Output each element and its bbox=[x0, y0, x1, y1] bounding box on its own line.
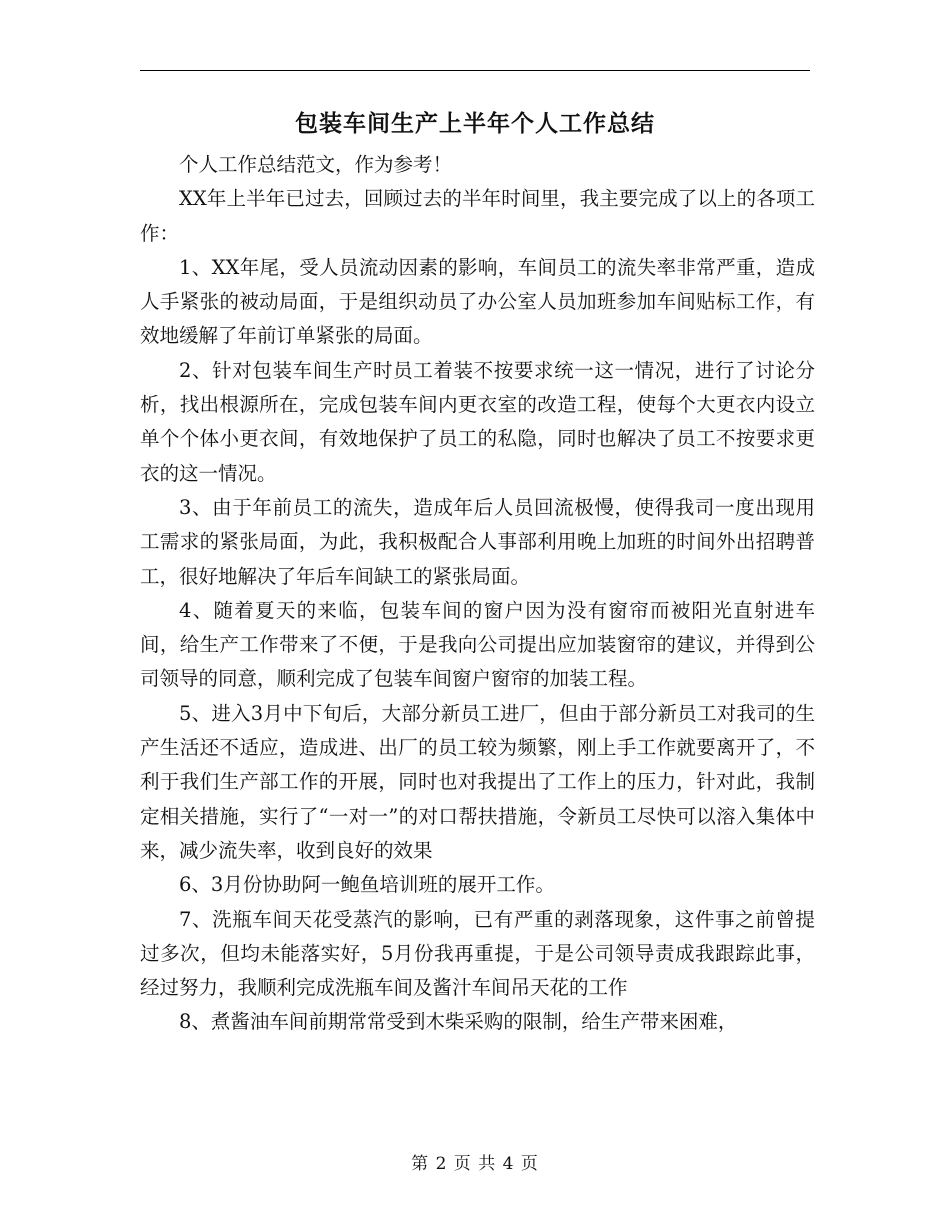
paragraph-item-5: 5、进入3月中下旬后，大部分新员工进厂，但由于部分新员工对我司的生产生活还不适应，造成进、出厂的员工较为频繁，刚上手工作就要离开了，不利于我们生产部工作的开展，同时也对我提出了工作上的压力，针对此，我制定相关措施，实行了“一对一”的对口帮扶措施，令新员工尽快可以溶入集体中来，减少流失率，收到良好的效果 bbox=[140, 701, 815, 862]
page-number-footer: 第 2 页 共 4 页 bbox=[411, 1154, 539, 1174]
paragraph-item-7: 7、洗瓶车间天花受蒸汽的影响，已有严重的剥落现象，这件事之前曾提过多次，但均未能落实好，5月份我再重提，于是公司领导责成我跟踪此事，经过努力，我顺利完成洗瓶车间及酱汁车间吊天花的工作 bbox=[140, 907, 815, 1000]
paragraph-item-4: 4、随着夏天的来临，包装车间的窗户因为没有窗帘而被阳光直射进车间，给生产工作带来了不便，于是我向公司提出应加装窗帘的建议，并得到公司领导的同意，顺利完成了包装车间窗户窗帘的加装工程。 bbox=[140, 598, 815, 691]
document-title: 包装车间生产上半年个人工作总结 bbox=[295, 110, 655, 137]
paragraph-item-6: 6、3月份协助阿一鲍鱼培训班的展开工作。 bbox=[179, 873, 555, 897]
paragraph-item-3: 3、由于年前员工的流失，造成年后人员回流极慢，使得我司一度出现用工需求的紧张局面，为此，我积极配合人事部利用晚上加班的时间外出招聘普工，很好地解决了年后车间缺工的紧张局面。 bbox=[140, 495, 815, 588]
paragraph-overview: XX年上半年已过去，回顾过去的半年时间里，我主要完成了以上的各项工作： bbox=[140, 187, 815, 245]
paragraph-intro: 个人工作总结范文，作为参考！ bbox=[179, 153, 453, 176]
header-rule bbox=[140, 70, 810, 71]
document-body bbox=[140, 148, 815, 1040]
paragraph-item-1: 1、XX年尾，受人员流动因素的影响，车间员工的流失率非常严重，造成人手紧张的被动局面，于是组织动员了办公室人员加班参加车间贴标工作，有效地缓解了年前订单紧张的局面。 bbox=[140, 255, 815, 348]
paragraph-item-8: 8、煮酱油车间前期常常受到木柴采购的限制，给生产带来困难， bbox=[179, 1010, 738, 1034]
paragraph-item-2: 2、针对包装车间生产时员工着装不按要求统一这一情况，进行了讨论分析，找出根源所在，完成包装车间内更衣室的改造工程，使每个大更衣内设立单个个体小更衣间，有效地保护了员工的私隐，同时也解决了员工不按要求更衣的这一情况。 bbox=[140, 358, 815, 485]
